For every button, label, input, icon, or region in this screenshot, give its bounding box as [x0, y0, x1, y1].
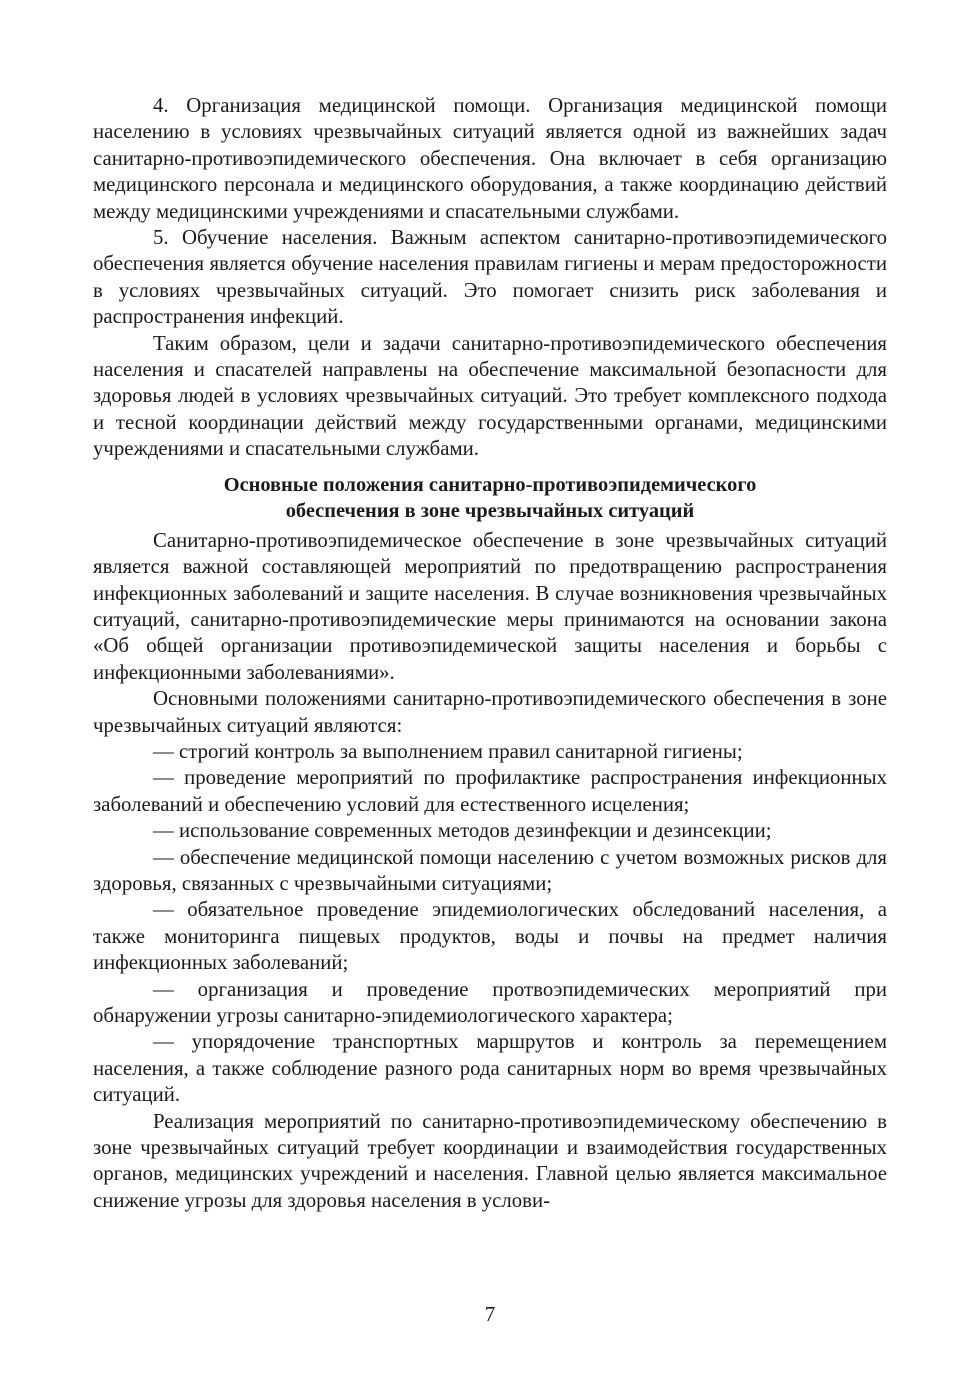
paragraph-medical-aid: 4. Организация медицинской помощи. Организация медицинской помощи населению в условиях чрезвычайных ситуаций является одной из важнейших задач санитарно-противоэпидемического обеспечения. Она включает в себя организацию медицинского персонала и медицинского оборудования, а также координацию действий между медицинскими учреждениями и спасательными службами. [93, 94, 887, 223]
list-item: — упорядочение транспортных маршрутов и контроль за перемещением населения, а также соблюдение разного рода санитарных норм во время чрезвычайных ситуаций. [93, 1030, 887, 1107]
section-heading-line-2: обеспечения в зоне чрезвычайных ситуаций [285, 499, 695, 522]
paragraph-intro: Санитарно-противоэпидемическое обеспечение в зоне чрезвычайных ситуаций является важной составляющей мероприятий по предотвращению распространения инфекционных заболеваний и защите населения. В случае возникновения чрезвычайных ситуаций, санитарно-противоэпидемические меры принимаются на основании закона «Об общей организации противоэпидемической защиты населения и борьбы с инфекционными заболеваниями». [93, 528, 887, 684]
section-heading-line-1: Основные положения санитарно-противоэпидемического [223, 473, 757, 496]
list-item: — использование современных методов дезинфекции и дезинсекции; [153, 819, 772, 843]
paragraph-list-lead: Основными положениями санитарно-противоэпидемического обеспечения в зоне чрезвычайных ситуаций являются: [93, 687, 887, 737]
list-item: — строгий контроль за выполнением правил санитарной гигиены; [153, 739, 743, 763]
list-item: — обязательное проведение эпидемиологических обследований населения, а также мониторинга пищевых продуктов, воды и почвы на предмет наличия инфекционных заболеваний; [93, 898, 887, 975]
page-body [93, 93, 887, 1214]
paragraph-summary: Таким образом, цели и задачи санитарно-противоэпидемического обеспечения населения и спасателей направлены на обеспечение максимальной безопасности для здоровья людей в условиях чрезвычайных ситуаций. Это требует комплексного подхода и тесной координации действий между государственными органами, медицинскими учреждениями и спасательными службами. [93, 331, 887, 461]
list-item: — организация и проведение протвоэпидемических мероприятий при обнаружении угрозы санитарно-эпидемиологического характера; [93, 977, 887, 1027]
list-item: — проведение мероприятий по профилактике распространения инфекционных заболеваний и обеспечению условий для естественного исцеления; [93, 766, 887, 816]
section-heading [93, 472, 887, 524]
list-item: — обеспечение медицинской помощи населению с учетом возможных рисков для здоровья, связанных с чрезвычайными ситуациями; [93, 845, 887, 895]
paragraph-population-training: 5. Обучение населения. Важным аспектом санитарно-противоэпидемического обеспечения является обучение населения правилам гигиены и мерам предосторожности в условиях чрезвычайных ситуаций. Это помогает снизить риск заболевания и распространения инфекций. [93, 226, 887, 329]
page-number: 7 [484, 1302, 496, 1326]
paragraph-closing: Реализация мероприятий по санитарно-противоэпидемическому обеспечению в зоне чрезвычайных ситуаций требует координации и взаимодействия государственных органов, медицинских учреждений и населения. Главной целью является максимальное снижение угрозы для здоровья населения в услови- [93, 1109, 887, 1212]
